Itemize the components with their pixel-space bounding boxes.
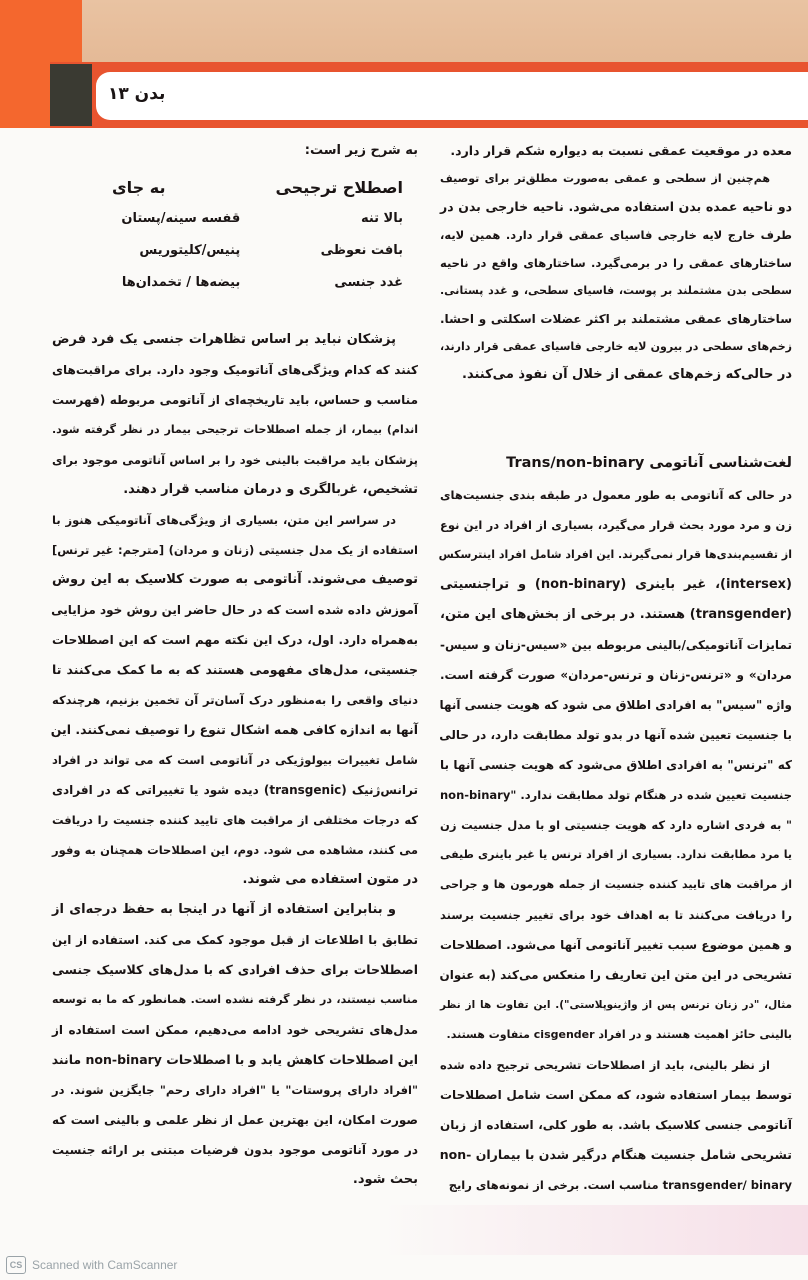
text-line: تمایزات آناتومیکی/بالینی مربوطه بین «سیس-زنان و سیس- [440, 638, 792, 652]
table-header-preferred: اصطلاح ترجیحی [275, 177, 403, 197]
text-line: دنیای واقعی را به‌منظور درک آسان‌تر آن تخمین بزنیم، هرچندکه [52, 693, 418, 707]
text-line: را دریافت می‌کنند تا به اهداف خود برای تغییر جنسیت برسند [440, 908, 792, 922]
text-line: آنها به اندازه کافی همه اشکال تنوع را توصیف نمی‌کنند. این [50, 722, 418, 737]
text-line: پزشکان باید مراقبت بالینی خود را بر اساس آناتومی موجود برای [52, 453, 418, 467]
table-intro: به شرح زیر است: [304, 143, 418, 158]
text-line: دو ناحیه عمده بدن استفاده می‌شود. ناحیه خارجی بدن در [440, 199, 792, 214]
table-row [52, 202, 418, 234]
text-line: ساختارهای عمقی مشتملند بر اکثر عضلات اسکلتی و احشا. [440, 312, 792, 326]
text-line: با جنسیت تعیین شده آنها در بدو تولد مطابقت دارد، در حالی [439, 728, 792, 742]
header-tab-block [50, 64, 92, 126]
top-color-band [82, 0, 808, 64]
header-bar [96, 72, 808, 120]
text-line: و همین موضوع سبب تغییر آناتومی آنها می‌شود. اصطلاحات [440, 938, 792, 952]
text-line: شامل تغییرات بیولوژیکی در آناتومی است که می تواند در افراد [52, 753, 418, 767]
text-line: آموزش داده شده است که در حال حاضر این روش خود مزایایی [51, 603, 418, 617]
paragraph [440, 480, 792, 1050]
paragraph [52, 895, 418, 1195]
text-line: توسط بیمار استفاده شود، که ممکن است شامل اصطلاحات [440, 1088, 792, 1102]
text-line: تشخیص، غربالگری و درمان مناسب قرار دهند. [123, 482, 418, 497]
replaced-term: پنیس/کلیتوریس [139, 242, 241, 258]
text-line: جنسیت تعیین شده در هنگام تولد مطابقت ندارد. "non-binary [440, 788, 792, 802]
text-line: مثال، "در زنان ترنس پس از واژینوپلاستی"). این تفاوت ها از نظر [440, 999, 792, 1011]
table-row [52, 234, 418, 266]
replaced-term: بیضه‌ها / تخمدان‌ها [121, 274, 241, 290]
text-line: در سراسر این متن، بسیاری از ویژگی‌های آناتومیکی هنوز با [52, 513, 396, 527]
text-line: پزشکان نباید بر اساس تظاهرات جنسی یک فرد فرض [52, 332, 396, 347]
preferred-term: بالا تنه [360, 210, 403, 226]
table-header-instead-of: به جای [112, 177, 166, 197]
watermark-label: Scanned with CamScanner [32, 1258, 178, 1272]
text-line: این اصطلاحات کاهش یابد و با اصطلاحات non-binary مانند [51, 1052, 418, 1067]
text-line: واژه "سیس" به افرادی اطلاق می شود که هویت جنسی آنها [439, 698, 792, 712]
text-line: transgender/ binary مناسب است. برخی از نمونه‌های رایج [448, 1178, 792, 1192]
table-row [52, 266, 418, 298]
text-line: طرف خارج لایه خارجی فاسیای عمقی قرار دارد. همین لایه، [440, 228, 792, 242]
text-line: تشریحی شامل جنسیت هنگام درگیر شدن با بیماران -non [439, 1147, 792, 1162]
text-line: " به فردی اشاره دارد که هویت جنسیتی او با مدل جنسیت زن [440, 818, 792, 832]
text-line: (intersex)، غیر باینری (non-binary) و تراجنسیتی [440, 577, 792, 592]
text-line: به‌همراه دارد. اول، درک این نکته مهم است که این اصطلاحات [52, 633, 418, 647]
text-line: سطحی بدن مشتملند بر پوست، فاسیای سطحی، و غدد پستانی. [440, 284, 792, 297]
running-head: بدن ۱۳ [108, 84, 166, 104]
text-line: از مراقبت های تایید کننده جنسیت از جمله هورمون ها و جراحی [440, 878, 792, 891]
text-line: زن و مرد مورد بحث قرار می‌گیرد، بسیاری از افراد در این نوع [440, 518, 792, 532]
paragraph [440, 165, 792, 389]
left-column-text [52, 325, 418, 1195]
scanner-watermark [6, 1256, 177, 1274]
bottom-tint [380, 1205, 808, 1255]
text-line: یا مرد مطابقت ندارد. بسیاری از افراد ترنس یا غیر باینری طیفی [440, 848, 792, 861]
text-line: و بنابراین استفاده از آنها در اینجا به حفظ درجه‌ای از [52, 902, 396, 917]
text-line: صورت امکان، این بهترین عمل از نظر علمی و بالینی است که [52, 1113, 418, 1127]
text-line: در حالی‌که زخم‌های عمقی از خلال آن نفوذ می‌کنند. [462, 367, 792, 382]
text-line: بحث شود. [352, 1172, 418, 1187]
right-column-section [440, 480, 792, 1200]
text-line: استفاده از یک مدل جنسیتی (زنان و مردان) [مترجم: غیر ترنس] [52, 543, 418, 557]
text-line: مدل‌های تشریحی خود ادامه می‌دهیم، ممکن است استفاده از [52, 1023, 418, 1037]
text-line: ساختارهای عمقی را در برمی‌گیرد. ساختارهای واقع در ناحیه [440, 256, 792, 270]
text-line: زخم‌های سطحی در بیرون لایه خارجی فاسیای عمقی قرار دارند، [440, 340, 792, 353]
text-line: از تقسیم‌بندی‌ها قرار نمی‌گیرند. این افراد شامل افراد اینترسکس [438, 548, 792, 561]
text-line: در متون استفاده می شوند. [242, 872, 418, 887]
replaced-term: قفسه سینه/پستان [121, 210, 241, 226]
text-line: توصیف می‌شوند. آناتومی به صورت کلاسیک به این روش [52, 572, 418, 587]
text-line: (transgender) هستند. در برخی از بخش‌های این متن، [440, 607, 792, 622]
text-line: که درجات مختلفی از مراقبت های تایید کننده جنسیت را دریافت [52, 813, 418, 827]
text-line: معده در موقعیت عمقی نسبت به دیواره شکم قرار دارد. [450, 143, 792, 158]
terminology-table [52, 172, 418, 298]
text-line: می کنند، مشاهده می شود. دوم، این اصطلاحات همچنان به وفور [52, 843, 418, 857]
table-header-row [52, 172, 418, 202]
text-line: که "ترنس" به افرادی اطلاق می‌شود که هویت جنسی آنها با [440, 758, 792, 772]
preferred-term: غدد جنسی [334, 274, 403, 290]
text-line: اندام) بیمار، از جمله اصطلاحات ترجیحی بیمار در نظر گرفته شود. [52, 423, 418, 436]
camscanner-logo-icon: CS [6, 1256, 26, 1274]
text-line: مناسب و حساس، باید تاریخچه‌ای از آناتومی مربوطه (فهرست [52, 393, 418, 407]
text-line: آناتومی جنسی کلاسیک باشد. به طور کلی، استفاده از زبان [440, 1118, 792, 1132]
text-line: بالینی حائز اهمیت هستند و در افراد cisgender متفاوت هستند. [446, 1028, 792, 1041]
paragraph [52, 505, 418, 895]
text-line: مناسب نیستند، در نظر گرفته نشده است. همانطور که ما به توسعه [52, 993, 418, 1006]
text-line: کنند که کدام ویژگی‌های آناتومیک وجود دارد. برای مراقبت‌های [52, 363, 418, 377]
preferred-term: بافت نعوظی [320, 242, 403, 258]
text-line: در مورد آناتومی موجود بدون فرضیات مبتنی بر ارائه جنسیت [52, 1143, 418, 1157]
text-line: جنسیتی، مدل‌های مفهومی هستند که به ما کمک می‌کنند تا [52, 662, 418, 677]
text-line: مردان» و «ترنس-زنان و ترنس-مردان» صورت گرفته است. [440, 668, 792, 682]
paragraph [440, 137, 792, 165]
section-heading: لغت‌شناسی آناتومی Trans/non-binary [506, 455, 792, 471]
text-line: هم‌چنین از سطحی و عمقی به‌صورت مطلق‌تر برای توصیف [440, 172, 770, 185]
paragraph [52, 325, 418, 505]
paragraph [440, 1050, 792, 1200]
right-column-top [440, 137, 792, 389]
text-line: ترانس‌ژنیک (transgenic) دیده شود یا تغییراتی که در افرادی [52, 783, 418, 797]
text-line: اصطلاحات برای حذف افرادی که با مدل‌های کلاسیک جنسی [52, 962, 418, 977]
text-line: تطابق با اطلاعات از قبل موجود کمک می کند. استفاده از این [52, 933, 418, 947]
text-line: از نظر بالینی، باید از اصطلاحات تشریحی ترجیح داده شده [440, 1058, 770, 1072]
text-line: تشریحی در این متن این تعاریف را منعکس می‌کند (به عنوان [439, 968, 792, 982]
text-line: "افراد دارای پروستات" یا "افراد دارای رحم" جایگزین شوند. در [52, 1083, 418, 1097]
text-line: در حالی که آناتومی به طور معمول در طبقه بندی جنسیت‌های [440, 488, 792, 502]
